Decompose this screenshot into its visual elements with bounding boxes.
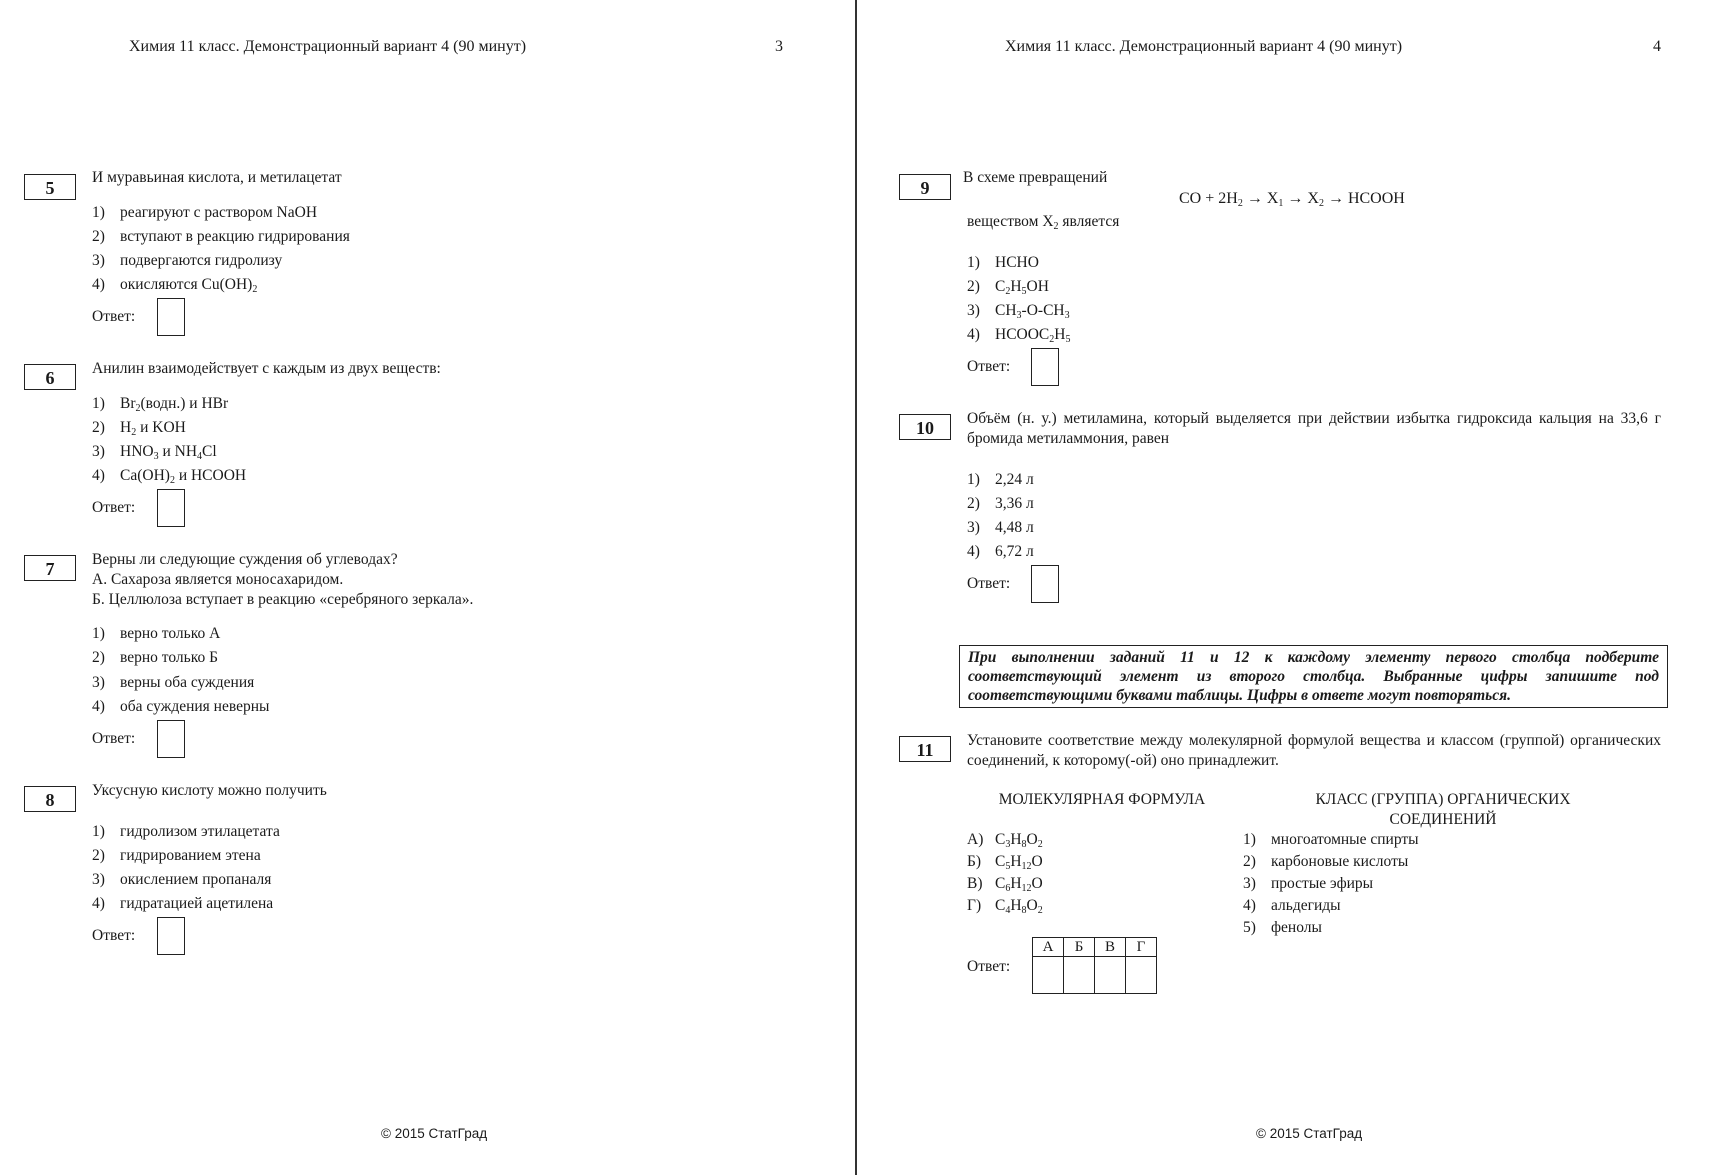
question-number: 9: [899, 174, 951, 200]
answer-label: Ответ:: [92, 730, 136, 747]
formula-item: В) $C_6H_{12}O$: [967, 875, 1043, 894]
answer-cell[interactable]: [1126, 957, 1157, 994]
class-item: 5) фенолы: [1243, 919, 1322, 936]
column-header-class: КЛАСС (ГРУППА) ОРГАНИЧЕСКИХ СОЕДИНЕНИЙ: [1315, 791, 1571, 828]
column-header-formula: МОЛЕКУЛЯРНАЯ ФОРМУЛА: [998, 791, 1206, 808]
option[interactable]: 2) 3,36 л: [967, 495, 1034, 512]
answer-box[interactable]: [157, 917, 185, 955]
instruction-box: При выполнении заданий 11 и 12 к каждому элементу первого столбца подберите соответствующий элемент из второго столбца. Выбранные цифры запишите под соответствующими буквами таблицы. Цифры в ответе могут повторяться.: [959, 645, 1668, 708]
option[interactable]: 4) $HCOOC_2H_5$: [967, 326, 1071, 345]
question-text: Анилин взаимодействует с каждым из двух веществ:: [92, 360, 441, 377]
formula-item: А) $C_3H_8O_2$: [967, 831, 1043, 850]
option[interactable]: 3) окислением пропаналя: [92, 871, 272, 888]
option[interactable]: 4) $Ca(OH)_2$ и HCOOH: [92, 467, 247, 486]
answer-box[interactable]: [1031, 565, 1059, 603]
question-number: 5: [24, 174, 76, 200]
question-number: 8: [24, 786, 76, 812]
answer-label: Ответ:: [92, 927, 136, 944]
answer-table-header: Г: [1126, 938, 1157, 957]
page-footer: © 2015 СтатГрад: [381, 1126, 488, 1141]
answer-label: Ответ:: [967, 958, 1011, 975]
page-header-title: Химия 11 класс. Демонстрационный вариант 4 (90 минут): [129, 38, 527, 55]
option[interactable]: 2) $C_2H_5OH$: [967, 278, 1049, 297]
question-number: 11: [899, 736, 951, 762]
option[interactable]: 4) гидратацией ацетилена: [92, 895, 274, 912]
option[interactable]: 3) $CH_3-O-CH_3$: [967, 302, 1070, 321]
formula-item: Г) $C_4H_8O_2$: [967, 897, 1043, 916]
class-item: 3) простые эфиры: [1243, 875, 1374, 892]
page-number: 3: [775, 38, 783, 55]
answer-label: Ответ:: [967, 575, 1011, 592]
option[interactable]: 3) верны оба суждения: [92, 674, 255, 691]
answer-box[interactable]: [157, 720, 185, 758]
page-number: 4: [1653, 38, 1661, 55]
option[interactable]: 2) вступают в реакцию гидрирования: [92, 228, 350, 245]
question-number: 6: [24, 364, 76, 390]
question-subtext: веществом $X_2$ является: [967, 213, 1120, 232]
question-text: Верны ли следующие суждения об углеводах?: [92, 551, 398, 568]
reaction-scheme: CO + $2H_2 \to X_1 \to X_2$ → HCOOH: [1179, 190, 1405, 209]
answer-cell[interactable]: [1064, 957, 1095, 994]
page-divider: [855, 0, 857, 1175]
question-text: Установите соответствие между молекулярной формулой вещества и классом (группой) органических соединений, к которому(-ой) оно принадлежит.: [967, 732, 1661, 769]
option[interactable]: 4) 6,72 л: [967, 543, 1034, 560]
option[interactable]: 3) $HNO_3$ и $NH_4Cl$: [92, 443, 217, 462]
answer-table-header: Б: [1064, 938, 1095, 957]
statement-a: А. Сахароза является моносахаридом.: [92, 571, 344, 588]
answer-cell[interactable]: [1095, 957, 1126, 994]
option[interactable]: 2) гидрированием этена: [92, 847, 261, 864]
answer-label: Ответ:: [92, 308, 136, 325]
statement-b: Б. Целлюлоза вступает в реакцию «серебряного зеркала».: [92, 591, 474, 608]
option[interactable]: 2) $H_2$ и KOH: [92, 419, 186, 438]
answer-box[interactable]: [157, 489, 185, 527]
option[interactable]: 4) оба суждения неверны: [92, 698, 270, 715]
option[interactable]: 2) верно только Б: [92, 649, 218, 666]
answer-table-header: А: [1033, 938, 1064, 957]
answer-table-header: В: [1095, 938, 1126, 957]
class-item: 1) многоатомные спирты: [1243, 831, 1419, 848]
question-number: 7: [24, 555, 76, 581]
option[interactable]: 1) $Br_2(водн.)$ и HBr: [92, 395, 229, 414]
question-text: В схеме превращений: [963, 169, 1108, 186]
answer-cell[interactable]: [1033, 957, 1064, 994]
question-text: Уксусную кислоту можно получить: [92, 782, 327, 799]
option[interactable]: 1) верно только А: [92, 625, 221, 642]
answer-label: Ответ:: [92, 499, 136, 516]
option[interactable]: 1) 2,24 л: [967, 471, 1034, 488]
class-item: 4) альдегиды: [1243, 897, 1341, 914]
answer-label: Ответ:: [967, 358, 1011, 375]
question-text: И муравьиная кислота, и метилацетат: [92, 169, 342, 186]
answer-box[interactable]: [1031, 348, 1059, 386]
formula-item: Б) $C_5H_{12}O$: [967, 853, 1043, 872]
option[interactable]: 3) подвергаются гидролизу: [92, 252, 283, 269]
page-header-title: Химия 11 класс. Демонстрационный вариант 4 (90 минут): [1005, 38, 1403, 55]
page-footer: © 2015 СтатГрад: [1256, 1126, 1363, 1141]
answer-box[interactable]: [157, 298, 185, 336]
option[interactable]: 1) гидролизом этилацетата: [92, 823, 280, 840]
answer-table: [1032, 937, 1157, 994]
option[interactable]: 1) реагируют с раствором NaOH: [92, 204, 318, 221]
question-number: 10: [899, 414, 951, 440]
option[interactable]: 1) HCHO: [967, 254, 1039, 271]
class-item: 2) карбоновые кислоты: [1243, 853, 1409, 870]
question-text: Объём (н. у.) метиламина, который выделяется при действии избытка гидроксида кальция на 33,6 г бромида метиламмония, равен: [967, 410, 1661, 447]
option[interactable]: 4) окисляются $Cu(OH)_2$: [92, 276, 258, 295]
option[interactable]: 3) 4,48 л: [967, 519, 1034, 536]
